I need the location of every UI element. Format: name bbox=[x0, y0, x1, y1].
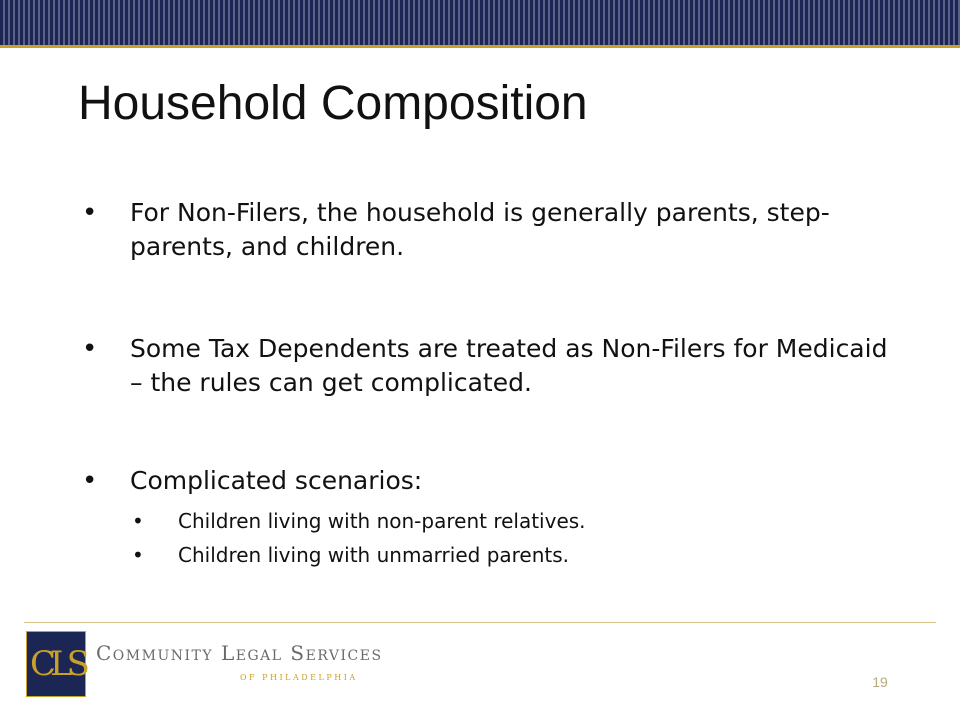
bullet-dot-icon: • bbox=[82, 334, 98, 364]
bullet-text: Complicated scenarios: bbox=[130, 466, 423, 495]
sub-bullet-dot-icon: • bbox=[132, 509, 144, 533]
page-number: 19 bbox=[872, 674, 888, 690]
top-decorative-band bbox=[0, 0, 960, 48]
logo-monogram: CLS bbox=[30, 644, 84, 684]
sub-bullet-text: Children living with non-parent relatives. bbox=[178, 509, 586, 533]
bullet-text: Some Tax Dependents are treated as Non-Filers for Medicaid – the rules can get complicated. bbox=[130, 334, 888, 397]
cls-logo bbox=[26, 631, 383, 699]
logo-name: Community Legal Services bbox=[96, 641, 383, 665]
bullet-dot-icon: • bbox=[82, 198, 98, 228]
logo-subtitle: OF PHILADELPHIA bbox=[240, 673, 358, 682]
logo-monogram-box bbox=[26, 631, 86, 697]
bullet-text: For Non-Filers, the household is generally parents, step-parents, and children. bbox=[130, 198, 830, 261]
footer-divider bbox=[24, 622, 936, 623]
sub-bullet-dot-icon: • bbox=[132, 543, 144, 567]
slide-title: Household Composition bbox=[78, 77, 588, 130]
sub-bullet-text: Children living with unmarried parents. bbox=[178, 543, 570, 567]
bullet-dot-icon: • bbox=[82, 466, 98, 496]
